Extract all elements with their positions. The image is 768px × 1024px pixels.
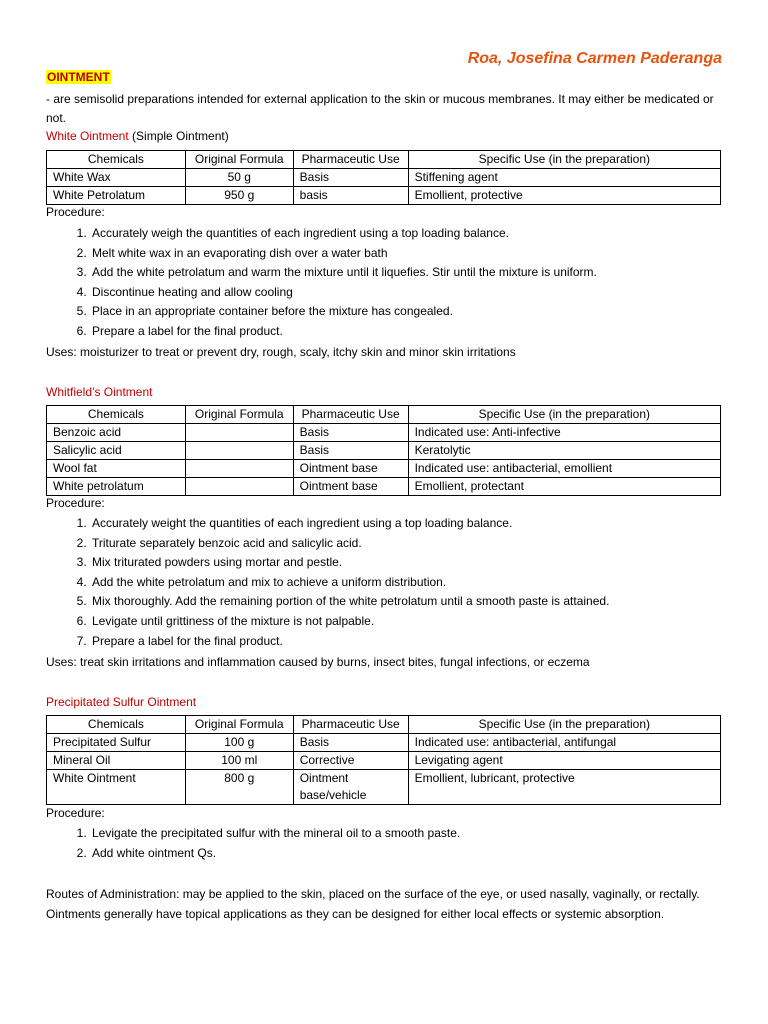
title-red: Whitfield’s Ointment [46,385,153,399]
cell-specific-use: Levigating agent [408,752,720,770]
cell-specific-use: Indicated use: Anti-infective [408,424,720,442]
cell-chemical: White Petrolatum [47,187,186,205]
header-pharmaceutic-use: Pharmaceutic Use [293,406,408,424]
cell-formula: 100 ml [185,752,293,770]
table-row [47,169,721,187]
table-row [47,752,721,770]
white-ointment-procedure [46,224,597,342]
header-specific-use: Specific Use (in the preparation) [408,406,720,424]
sulfur-ointment-procedure [46,824,460,863]
header-original-formula: Original Formula [185,406,293,424]
table-row [47,442,721,460]
table-row [47,187,721,205]
cell-chemical: Wool fat [47,460,186,478]
list-item: 3. Add the white petrolatum and warm the mixture until it liquefies. Stir until the mixture is uniform. [90,263,597,283]
table-row [47,770,721,805]
intro-text: - are semisolid preparations intended for external application to the skin or mucous membranes. It may either be medicated or not. [46,92,714,125]
title-red: White Ointment [46,129,129,143]
white-ointment-table [46,150,721,205]
cell-specific-use: Keratolytic [408,442,720,460]
list-item: 4. Add the white petrolatum and mix to achieve a uniform distribution. [90,573,609,593]
procedure-label: Procedure: [46,205,105,219]
whitfields-ointment-title [46,385,152,399]
cell-chemical: White Wax [47,169,186,187]
header-specific-use: Specific Use (in the preparation) [408,716,720,734]
procedure-label: Procedure: [46,806,105,820]
cell-specific-use: Emollient, protectant [408,478,720,496]
title-red: Precipitated Sulfur Ointment [46,695,197,709]
section-heading: OINTMENT [47,70,110,84]
list-item: 5. Place in an appropriate container before the mixture has congealed. [90,302,597,322]
list-item: 2. Triturate separately benzoic acid and salicylic acid. [90,534,609,554]
table-header-row [47,406,721,424]
routes-of-administration: Routes of Administration: may be applied to the skin, placed on the surface of the eye, or used nasally, vaginally, or rectally. Ointments generally have topical applications as they can be designed for either local effects or systemic absorption. [46,887,700,921]
list-item: 1. Accurately weight the quantities of each ingredient using a top loading balance. [90,514,609,534]
header-chemicals: Chemicals [47,406,186,424]
cell-pharm-use: Ointment base/vehicle [293,770,408,805]
list-item: 7. Prepare a label for the final product. [90,632,609,652]
cell-chemical: Salicylic acid [47,442,186,460]
cell-pharm-use: Basis [293,169,408,187]
cell-specific-use: Stiffening agent [408,169,720,187]
header-original-formula: Original Formula [185,151,293,169]
header-pharmaceutic-use: Pharmaceutic Use [293,716,408,734]
list-item: 6. Levigate until grittiness of the mixture is not palpable. [90,612,609,632]
cell-specific-use: Indicated use: antibacterial, antifungal [408,734,720,752]
list-item: 1. Levigate the precipitated sulfur with the mineral oil to a smooth paste. [90,824,460,844]
table-row [47,460,721,478]
list-item: 2. Melt white wax in an evaporating dish over a water bath [90,244,597,264]
header-pharmaceutic-use: Pharmaceutic Use [293,151,408,169]
cell-formula [185,442,293,460]
table-header-row [47,151,721,169]
cell-pharm-use: Ointment base [293,478,408,496]
cell-pharm-use: Basis [293,734,408,752]
cell-formula [185,478,293,496]
whitfields-ointment-procedure [46,514,609,651]
cell-formula: 100 g [185,734,293,752]
cell-chemical: Benzoic acid [47,424,186,442]
cell-chemical: Mineral Oil [47,752,186,770]
header-chemicals: Chemicals [47,716,186,734]
cell-formula [185,460,293,478]
cell-specific-use: Emollient, lubricant, protective [408,770,720,805]
list-item: 3. Mix triturated powders using mortar and pestle. [90,553,609,573]
cell-chemical: White Ointment [47,770,186,805]
list-item: 5. Mix thoroughly. Add the remaining portion of the white petrolatum until a smooth paste is attained. [90,592,609,612]
cell-pharm-use: Ointment base [293,460,408,478]
list-item: 6. Prepare a label for the final product. [90,322,597,342]
list-item: 4. Discontinue heating and allow cooling [90,283,597,303]
title-rest: (Simple Ointment) [128,129,229,143]
table-row [47,478,721,496]
author-name: Roa, Josefina Carmen Paderanga [467,50,722,67]
cell-chemical: Precipitated Sulfur [47,734,186,752]
cell-chemical: White petrolatum [47,478,186,496]
cell-formula: 800 g [185,770,293,805]
table-header-row [47,716,721,734]
sulfur-ointment-title [46,695,196,709]
whitfields-ointment-table [46,405,721,496]
cell-pharm-use: basis [293,187,408,205]
table-row [47,734,721,752]
cell-formula: 50 g [185,169,293,187]
sulfur-ointment-table [46,715,721,805]
cell-specific-use: Indicated use: antibacterial, emollient [408,460,720,478]
cell-pharm-use: Basis [293,424,408,442]
white-ointment-title [46,129,229,143]
whitfields-ointment-uses: Uses: treat skin irritations and inflammation caused by burns, insect bites, fungal infections, or eczema [46,655,590,669]
header-chemicals: Chemicals [47,151,186,169]
list-item: 2. Add white ointment Qs. [90,844,460,864]
white-ointment-uses: Uses: moisturizer to treat or prevent dry, rough, scaly, itchy skin and minor skin irritations [46,345,516,359]
cell-formula: 950 g [185,187,293,205]
cell-pharm-use: Basis [293,442,408,460]
table-row [47,424,721,442]
list-item: 1. Accurately weigh the quantities of each ingredient using a top loading balance. [90,224,597,244]
procedure-label: Procedure: [46,496,105,510]
header-original-formula: Original Formula [185,716,293,734]
cell-formula [185,424,293,442]
cell-pharm-use: Corrective [293,752,408,770]
cell-specific-use: Emollient, protective [408,187,720,205]
header-specific-use: Specific Use (in the preparation) [408,151,720,169]
